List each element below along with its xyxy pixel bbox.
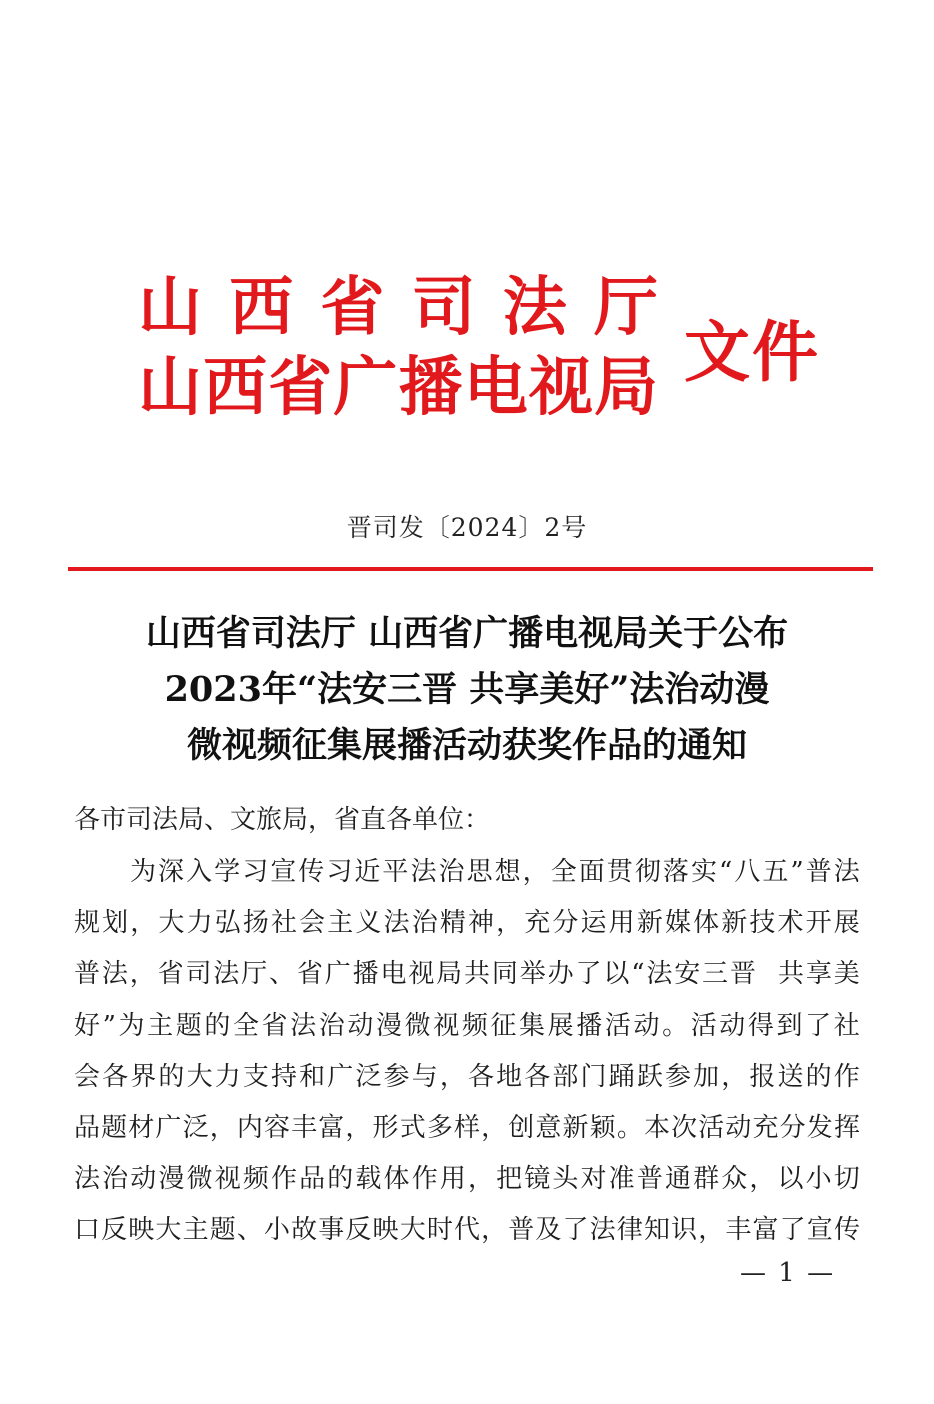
notice-title: [60, 606, 874, 774]
issuing-authorities: [138, 268, 658, 428]
title-line-1: 山西省司法厅 山西省广播电视局关于公布: [145, 613, 789, 654]
title-line-3: 微视频征集展播活动获奖作品的通知: [186, 725, 747, 766]
body-paragraph: [74, 847, 860, 1257]
issuer-radio-tv-bureau: 山 西 省 广 播 电 视 局: [138, 350, 658, 425]
body-line: 好 ” 为 主 题 的 全 省 法 治 动 漫 微 视 频 征 集 展 播 活 动 。 活 动 得 到 了 社: [74, 1010, 860, 1041]
body-line: 口 反 映 大 主 题 、 小 故 事 反 映 大 时 代 ， 普 及 了 法 律 知 识 ， 丰 富 了 宣 传: [74, 1215, 860, 1246]
body-line: 法 治 动 漫 微 视 频 作 品 的 载 体 作 用 ， 把 镜 头 对 准 普 通 群 众 ， 以 小 切: [74, 1164, 860, 1195]
document-type-label: 文件: [684, 313, 820, 391]
salutation: 各市司法局、文旅局，省直各单位：: [74, 805, 491, 835]
red-separator-line: [68, 567, 873, 571]
issuer-justice-department: 山 西 省 司 法 厅: [138, 270, 658, 345]
body-line: 为 深 入 学 习 宣 传 习 近 平 法 治 思 想 ， 全 面 贯 彻 落 实 “ 八 五 ” 普 法: [130, 857, 860, 887]
body-line: 普 法 ， 省 司 法 厅 、 省 广 播 电 视 局 共 同 举 办 了 以 “ 法 安 三 晋 共 享 美: [74, 959, 860, 990]
title-line-2: 2023年“法安三晋 共享美好”法治动漫: [164, 669, 770, 710]
page-number: — 1 —: [740, 1258, 836, 1288]
body-line: 品 题 材 广 泛 ， 内 容 丰 富 ， 形 式 多 样 ， 创 意 新 颖 。 本 次 活 动 充 分 发 挥: [74, 1112, 860, 1143]
body-line: 规 划 ， 大 力 弘 扬 社 会 主 义 法 治 精 神 ， 充 分 运 用 新 媒 体 新 技 术 开 展: [74, 908, 860, 939]
body-line: 会 各 界 的 大 力 支 持 和 广 泛 参 与 ， 各 地 各 部 门 踊 跃 参 加 ， 报 送 的 作: [74, 1061, 860, 1092]
document-number: 晋司发〔2024〕2号: [346, 513, 588, 542]
